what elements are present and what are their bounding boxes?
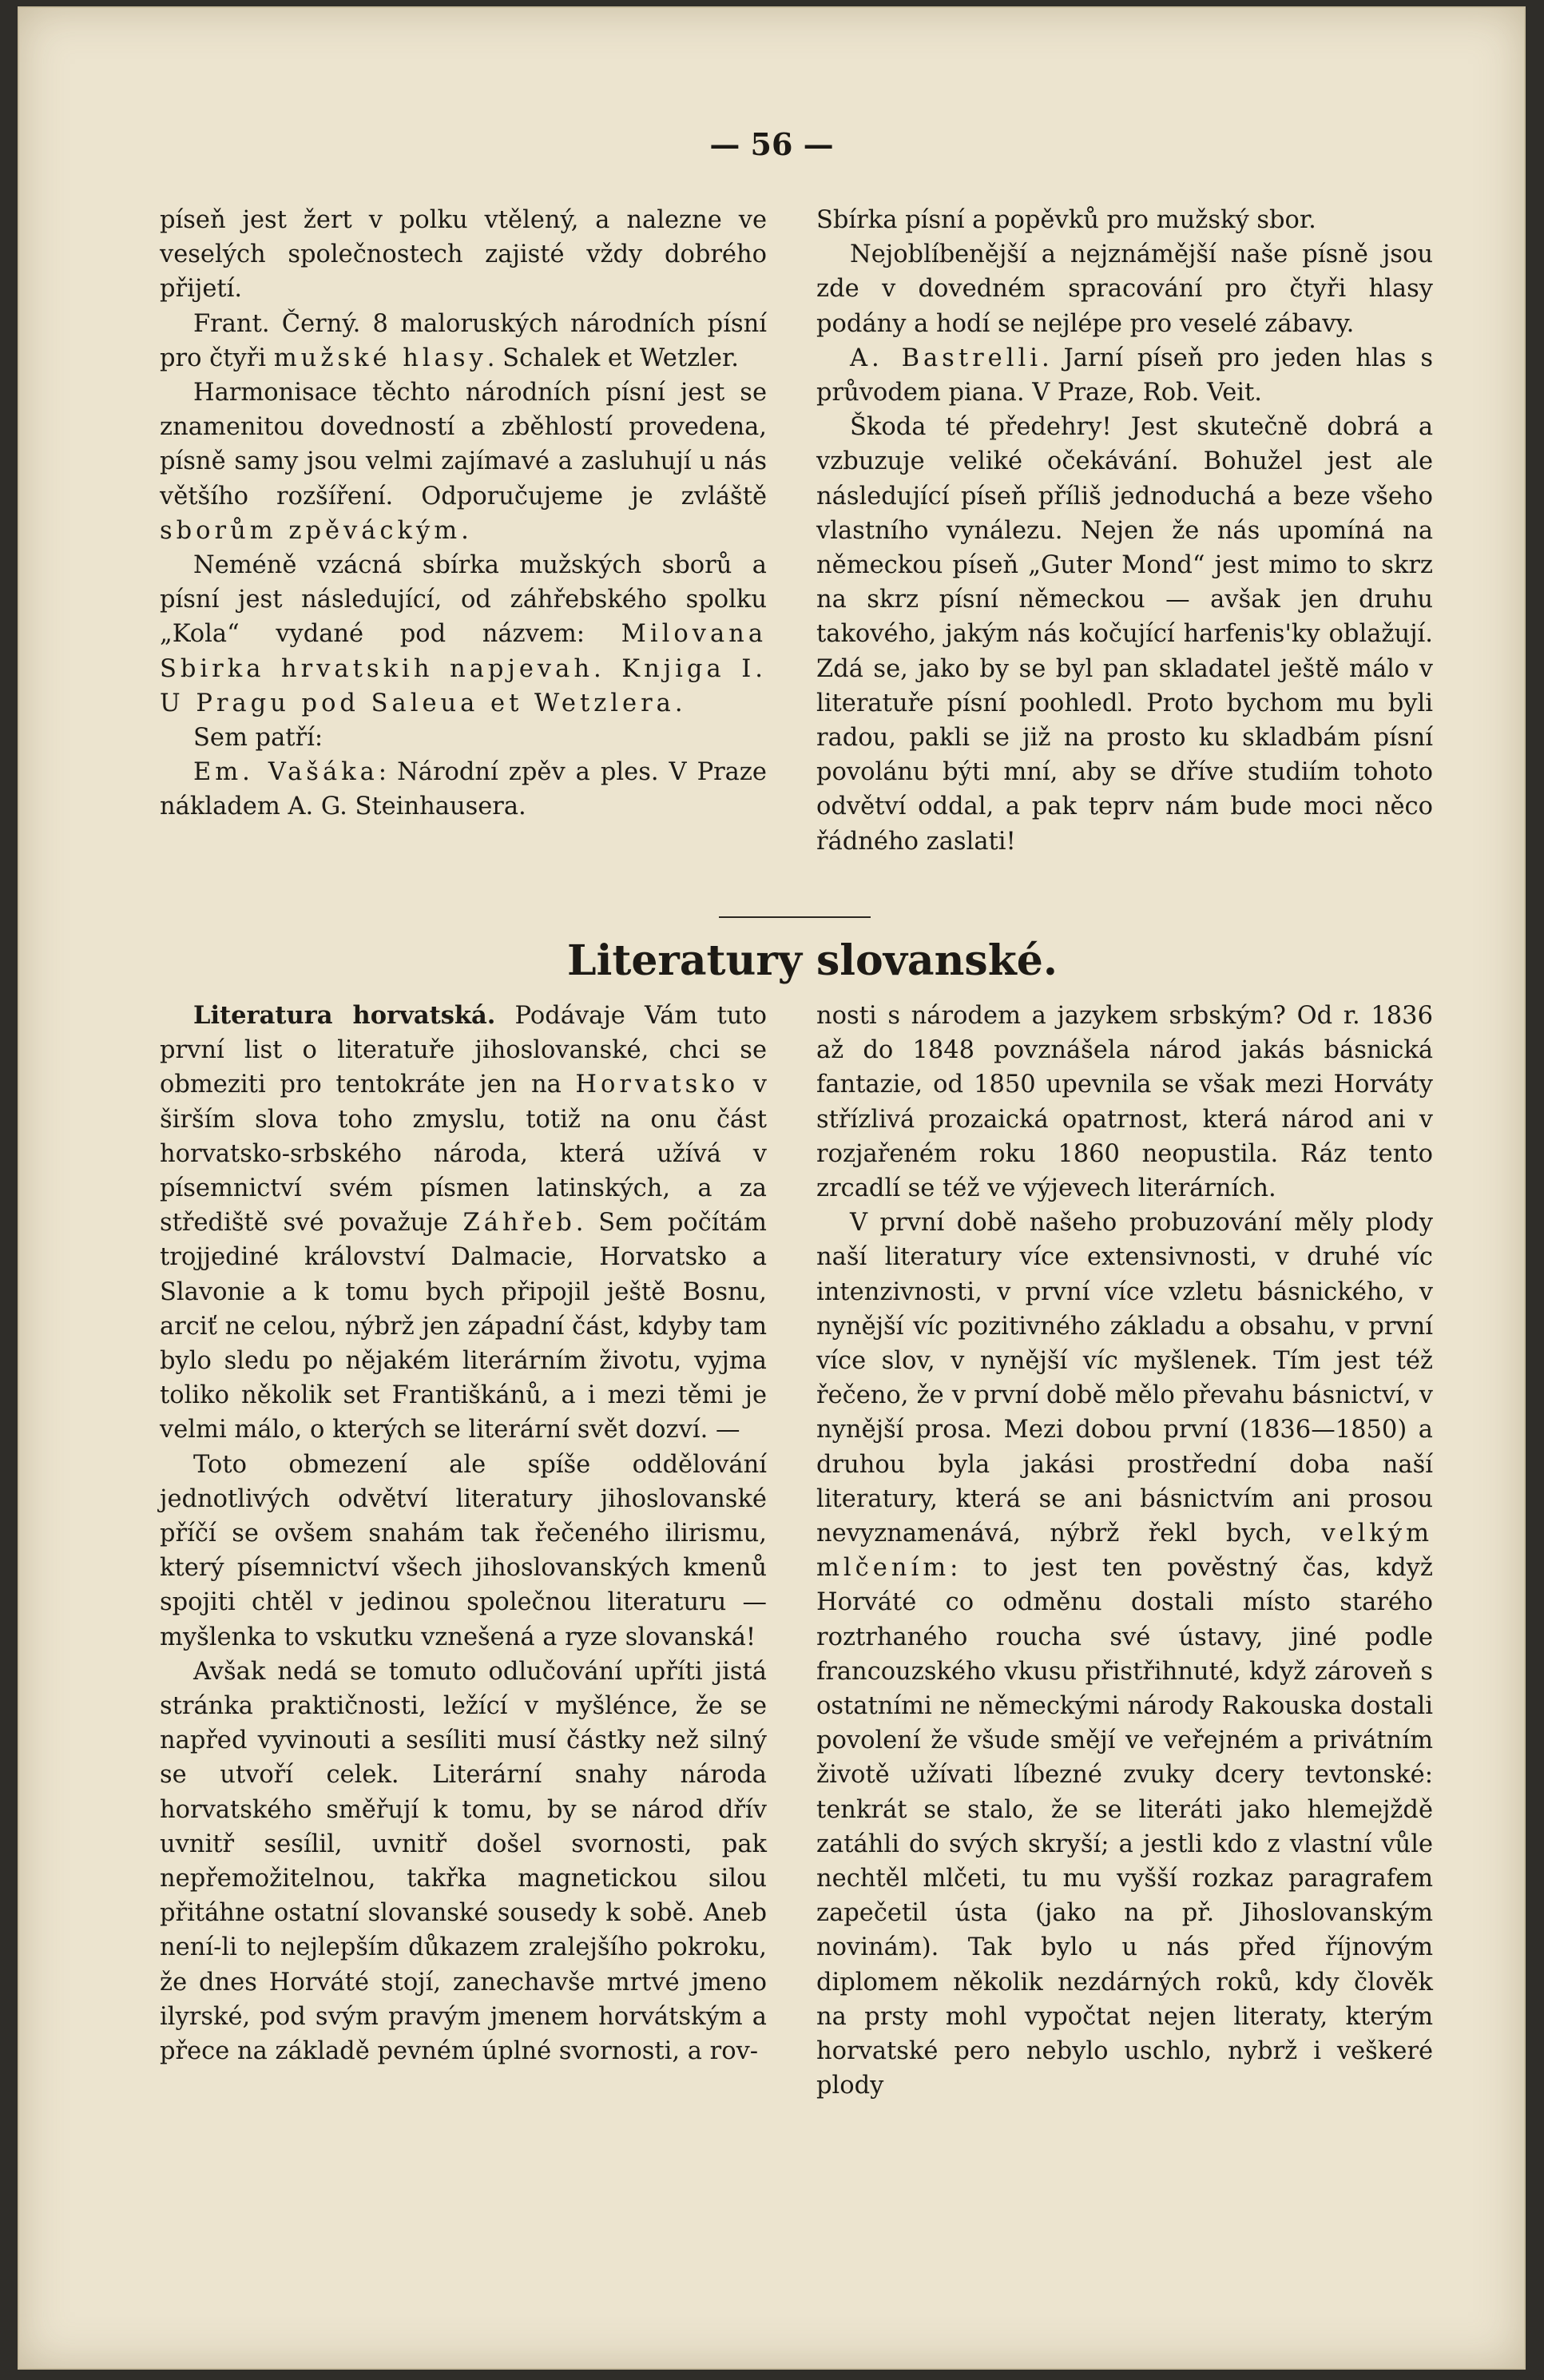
spaced-text: Milovana Sbirka hrvatskih napjevah. Knjiga I. U Pragu pod Saleua et Wetzlera. (160, 620, 767, 717)
spaced-text: Záhřeb (462, 1209, 576, 1238)
section-heading-left: Literatury (567, 936, 802, 985)
paragraph (816, 341, 1433, 410)
text-run: Frant. Černý. 8 maloruských národních písní pro čtyři (160, 309, 767, 372)
spaced-text: velkým mlčením (816, 1520, 1433, 1583)
spaced-text: Horvatsko (575, 1071, 740, 1099)
paragraph: nosti s národem a jazykem srbským? Od r. 1836 až do 1848 povznášela národ jakás básnická fantazie, od 1850 upevnila se však mezi Horváty střízlivá prozaická opatrnost, která národ ani v rozjařeném roku 1860 neopustila. Ráz tento zrcadlí se též ve výjevech literárních. (816, 1002, 1433, 1203)
top-right-column (816, 203, 1433, 859)
paragraph: Nejoblíbenější a nejznámější naše písně jsou zde v dovedném spracování pro čtyři hlasy podány a hodí se nejlépe pro veselé zábavy. (816, 240, 1433, 338)
paragraph (160, 307, 767, 375)
scanned-page (18, 6, 1526, 2370)
paragraph (160, 755, 767, 824)
paragraph: Škoda té předehry! Jest skutečně dobrá a vzbuzuje veliké očekávání. Bohužel jest ale následující píseň příliš jednoduchá a beze všeho vlastního vynálezu. Nejen že nás upomíná na německou píseň „Guter Mond“ jest mimo to skrz na skrz písní německou — avšak jen druhu takového, jakým nás kočující harfenis'ky oblažují. Zdá se, jako by se byl pan skladatel ještě málo v literatuře písní poohledl. Proto bychom mu byli radou, pakli se již na prosto ku skladbám písní povolánu býti mní, aby se dříve studiím tohoto odvětví oddal, a pak teprv nám bude moci něco řádného zaslati! (816, 413, 1433, 856)
paragraph: Avšak nedá se tomuto odlučování upříti jistá stránka praktičnosti, ležící v myšlénce, že se napřed vyvinouti a sesíliti musí částky než silný se utvoří celek. Literární snahy národa horvatského směřují k tomu, by se národ dřív uvnitř sesílil, uvnitř došel svornosti, pak nepřemožitelnou, takřka magnetickou silou přitáhne ostatní slovanské sousedy k sobě. Aneb není-li to nejlepším důkazem zralejšího pokroku, že dnes Horváté stojí, zanechavše mrtvé jmeno ilyrské, pod svým pravým jmenem horvátským a přece na základě pevném úplné svornosti, a rov- (160, 1657, 767, 2066)
text-run: . Schalek et Wetzler. (486, 344, 739, 372)
text-run: Harmonisace těchto národních písní jest se znamenitou dovedností a zběhlostí provedena, písně samy jsou velmi zajímavé a zasluhují u nás většího rozšíření. Odporučujeme je zvláště (160, 379, 767, 511)
text-run: . Sem počítám trojjediné království Dalmacie, Horvatsko a Slavonie a k tomu bych připojil ještě Bosnu, arciť ne celou, nýbrž jen západní část, kdyby tam bylo sledu po nějakém literárním životu, vyjma toliko několik set Františkánů, a i mezi těmi je velmi málo, o kterých se literární svět dozví. — (160, 1209, 767, 1444)
paragraph: Sem patří: (193, 724, 323, 753)
text-run: . (461, 516, 469, 545)
paragraph: Toto obmezení ale spíše oddělování jednotlivých odvětví literatury jihoslovanské příčí se ovšem snahám tak řečeného ilirismu, který písemnictví všech jihoslovanských kmenů spojiti chtěl v jedinou společnou literaturu — myšlenka to vskutku vznešená a ryze slovanská! (160, 1450, 767, 1651)
text-run: Podávaje Vám tuto první list o literatuře jihoslovanské, chci se obmeziti pro tentokráte jen na (160, 1002, 767, 1099)
text-run: . Jarní píseň pro jeden hlas s průvodem piana. V Praze, Rob. Veit. (816, 344, 1433, 407)
paragraph: Sbírka písní a popěvků pro mužský sbor. (816, 206, 1316, 234)
section-rule (719, 916, 871, 918)
spaced-text: Em. Vašáka (193, 758, 379, 787)
text-run: v širším slova toho zmyslu, totiž na onu část horvatsko-srbského národa, která užívá v písemnictví svém písmen latinských, a za střediště své považuje (160, 1071, 768, 1238)
text-run: : Národní zpěv a ples. V Praze nákladem A. G. Steinhausera. (160, 758, 767, 821)
paragraph (160, 548, 767, 721)
bold-text: Literatura horvatská. (193, 1001, 496, 1030)
section-heading-right: slovanské. (816, 936, 1058, 985)
spaced-text: mužské hlasy (273, 344, 487, 372)
top-left-column (160, 203, 767, 824)
paragraph (160, 999, 767, 1448)
bottom-left-column (160, 999, 767, 2068)
paragraph: píseň jest žert v polku vtělený, a nalezne ve veselých společnostech zajisté vždy dobrého přijetí. (160, 206, 767, 304)
text-run: : to jest ten pověstný čas, když Horváté co odměnu dostali místo starého roztrhaného roucha své ústavy, jiné podle francouzského vkusu přistřihnuté, když zároveň s ostatními ne německými národy Rakouska dostali povolení že všude smějí ve veřejném a privátním životě užívati líbezné zvuky dcery tevtonské: tenkrát se stalo, že se literáti jako hlemejždě zatáhli do svých skryší; a jestli kdo z vlastní vůle nechtěl mlčeti, tu mu vyšší rozkaz paragrafem zapečetil ústa (jako na př. Jihoslovanským novinám). Tak bylo u nás před říjnovým diplomem několik nezdárných roků, kdy člověk na prsty mohl vypočtat nejen literaty, kterým horvatské pero nebylo uschlo, nybrž i veškeré plody (816, 1554, 1433, 2100)
spaced-text: A. Bastrelli (850, 344, 1042, 372)
page-number: — 56 — (709, 126, 834, 162)
paragraph (816, 1206, 1433, 2103)
text-run: Neméně vzácná sbírka mužských sborů a písní jest následující, od záhřebského spolku „Kola“ vydané pod názvem: (160, 551, 767, 649)
spaced-text: sborům zpěváckým (160, 516, 462, 545)
text-run: V první době našeho probuzování měly plody naší literatury více extensivnosti, v druhé víc intenzivnosti, v první více vzletu básnického, v nynější víc pozitivného základu a obsahu, v první více slov, v nynější víc myšlenek. Tím jest též řečeno, že v první době mělo převahu básnictví, v nynější prosa. Mezi dobou první (1836—1850) a druhou byla jakási prostřední doba naší literatury, která se ani básnictvím ani prosou nevyznamenává, nýbrž řekl bych, (816, 1209, 1433, 1548)
paragraph (160, 375, 767, 548)
bottom-right-column (816, 999, 1433, 2104)
